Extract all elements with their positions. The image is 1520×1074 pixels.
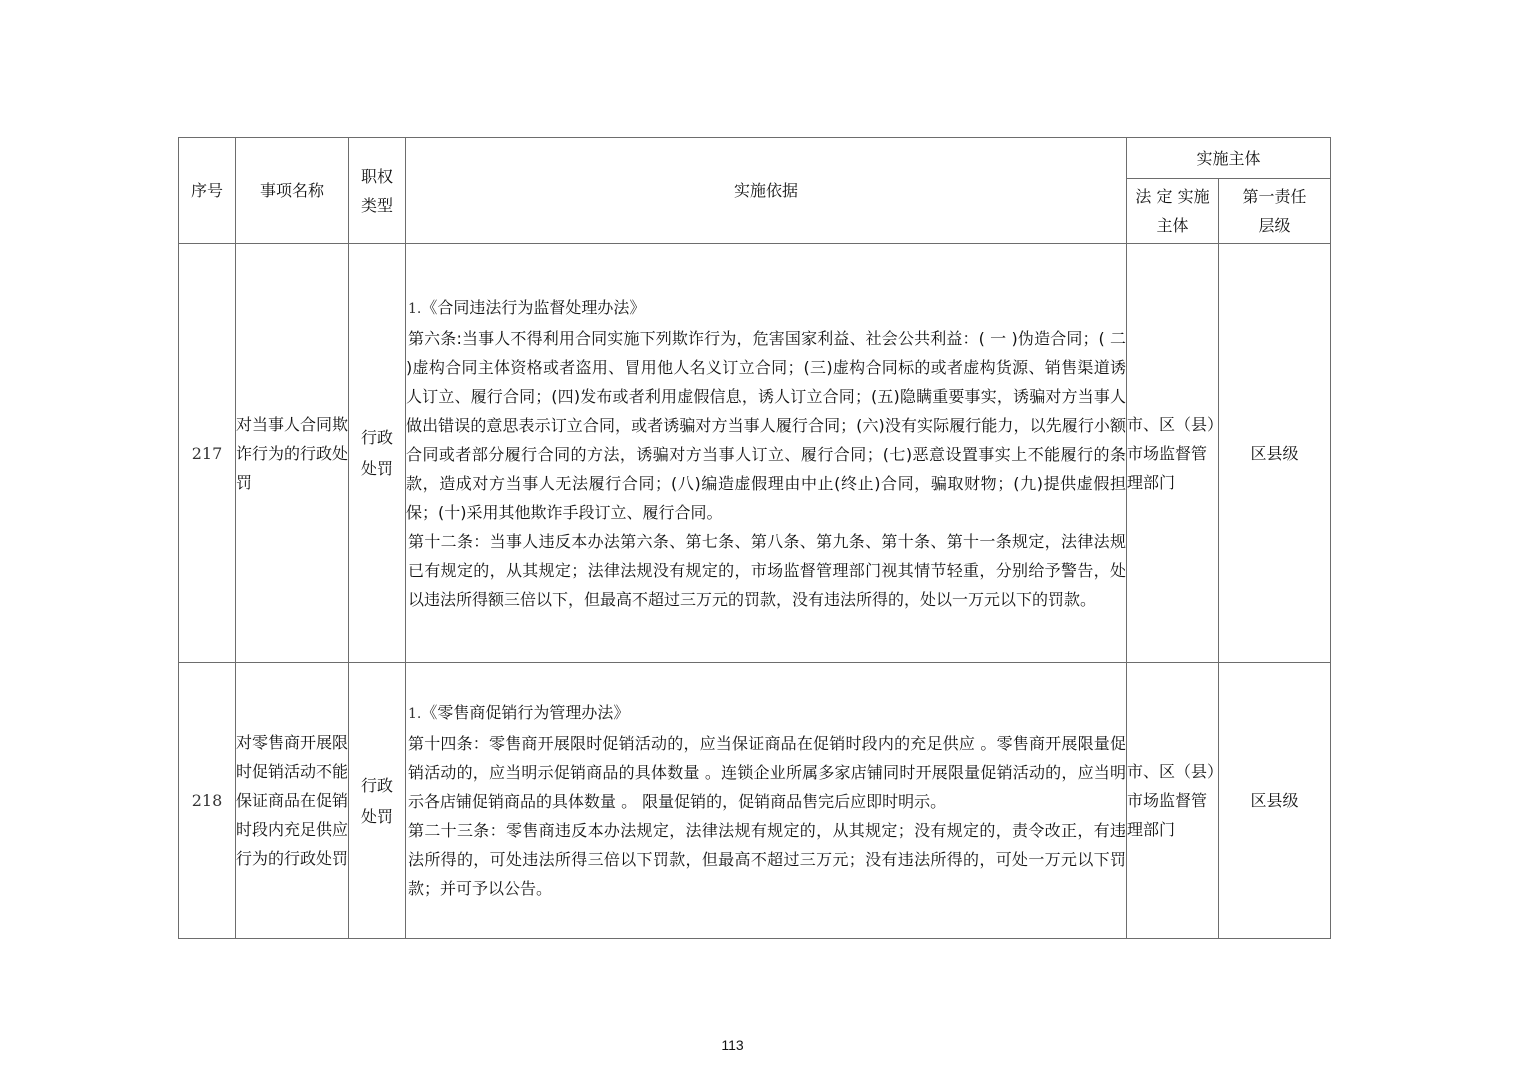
basis-source: 1.《零售商促销行为管理办法》 xyxy=(408,703,630,722)
basis-article: 第十二条：当事人违反本办法第六条、第七条、第八条、第九条、第十条、第十一条规定，法律法规已有规定的，从其规定；法律法规没有规定的，市场监督管理部门视其情节轻重，分别给予警告，处以违法所得额三倍以下，但最高不超过三万元的罚款，没有违法所得的，处以一万元以下的罚款。 xyxy=(408,531,1126,609)
table-row xyxy=(179,663,1331,939)
header-seq: 序号 xyxy=(179,138,236,244)
header-first-level: 第一责任层级 xyxy=(1219,179,1331,244)
basis-source: 1.《合同违法行为监督处理办法》 xyxy=(408,297,646,317)
basis-article: 第十四条：零售商开展限时促销活动的，应当保证商品在促销时段内的充足供应 。零售商开展限量促销活动的，应当明示促销商品的具体数量 。连锁企业所属多家店铺同时开展限量促销活动的，应当明示各店铺促销商品的具体数量 。 限量促销的，促销商品售完后应即时明示。 xyxy=(408,734,1126,811)
row-item-name: 对当事人合同欺诈行为的行政处罚 xyxy=(236,244,349,663)
header-subject-group: 实施主体 xyxy=(1127,138,1331,179)
header-basis: 实施依据 xyxy=(406,138,1127,244)
row-basis xyxy=(406,663,1127,939)
row-seq: 218 xyxy=(179,663,236,939)
header-power-type: 职权类型 xyxy=(349,138,406,244)
row-power-type: 行政处罚 xyxy=(349,663,406,939)
page-number: 113 xyxy=(721,1037,744,1053)
row-basis xyxy=(406,244,1127,663)
row-item-name: 对零售商开展限时促销活动不能保证商品在促销时段内充足供应行为的行政处罚 xyxy=(236,663,349,939)
row-first-level: 区县级 xyxy=(1219,244,1331,663)
row-power-type: 行政处罚 xyxy=(349,244,406,663)
row-legal-subject: 市、区（县）市场监督管理部门 xyxy=(1127,663,1219,939)
basis-article: 第六条:当事人不得利用合同实施下列欺诈行为，危害国家利益、社会公共利益：( 一 )伪造合同；( 二 )虚构合同主体资格或者盗用、冒用他人名义订立合同；(三)虚构合同标的或者虚构货源、销售渠道诱人订立、履行合同；(四)发布或者利用虚假信息，诱人订立合同；(五)隐瞒重要事实，诱骗对方当事人做出错误的意思表示订立合同，或者诱骗对方当事人履行合同；(六)没有实际履行能力，以先履行小额合同或者部分履行合同的方法，诱骗对方当事人订立、履行合同；(七)恶意设置事实上不能履行的条款，造成对方当事人无法履行合同；(八)编造虚假理由中止(终止)合同，骗取财物；(九)提供虚假担保；(十)采用其他欺诈手段订立、履行合同。 xyxy=(406,328,1126,522)
row-seq: 217 xyxy=(179,244,236,663)
row-legal-subject: 市、区（县）市场监督管理部门 xyxy=(1127,244,1219,663)
header-legal-subject: 法 定 实施主体 xyxy=(1127,179,1219,244)
table-row xyxy=(179,244,1331,663)
basis-article: 第二十三条：零售商违反本办法规定，法律法规有规定的，从其规定；没有规定的，责令改正，有违法所得的，可处违法所得三倍以下罚款，但最高不超过三万元；没有违法所得的，可处一万元以下罚款；并可予以公告。 xyxy=(408,821,1126,898)
header-item-name: 事项名称 xyxy=(236,138,349,244)
row-first-level: 区县级 xyxy=(1219,663,1331,939)
enforcement-items-table xyxy=(178,137,1331,939)
